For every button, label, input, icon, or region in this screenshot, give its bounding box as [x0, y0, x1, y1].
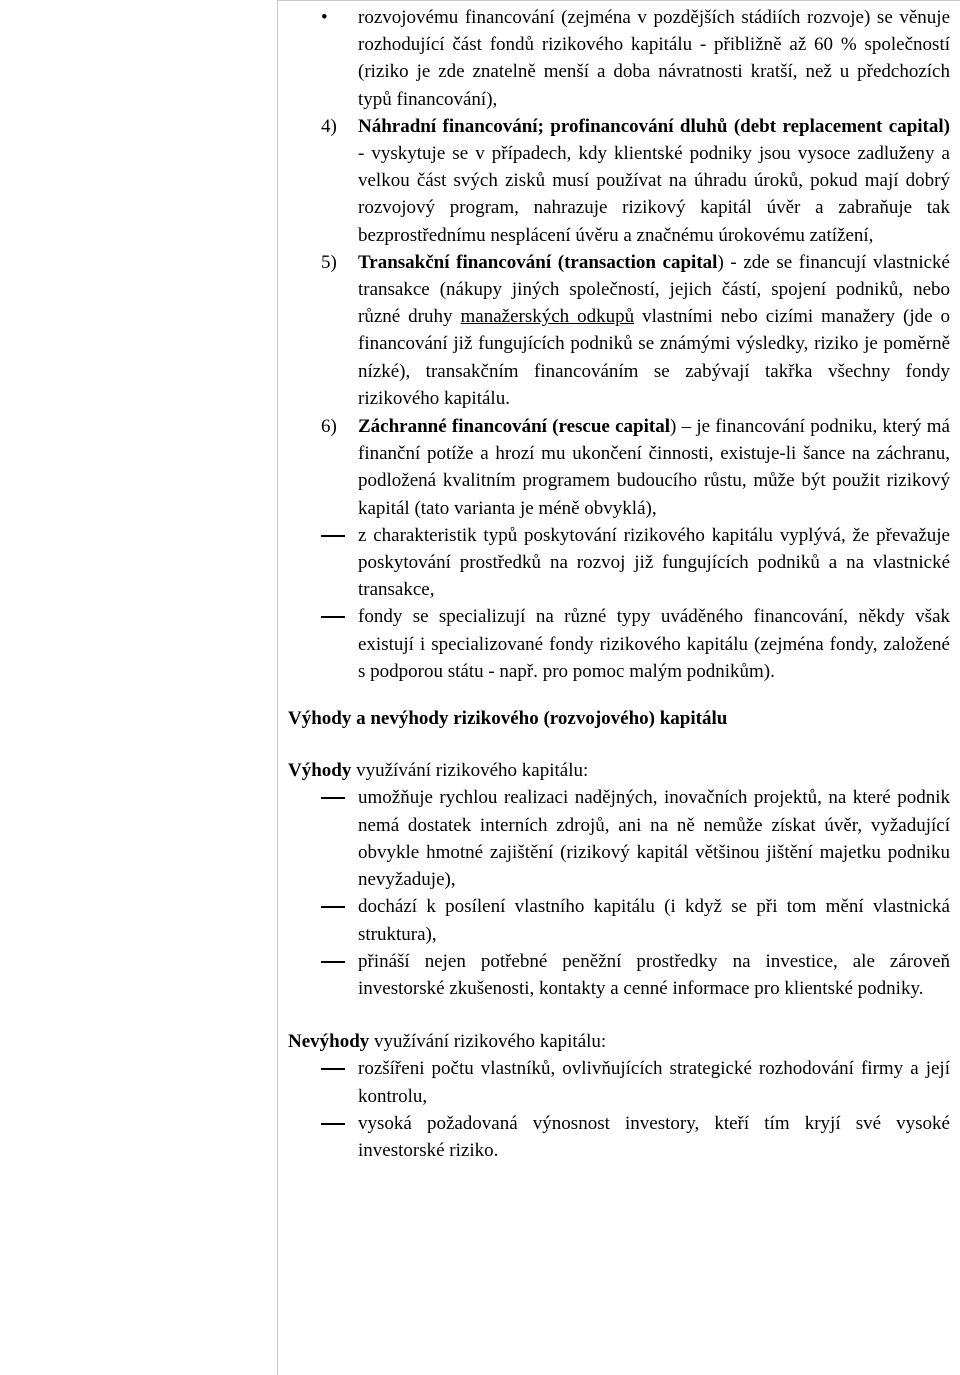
dash-marker	[321, 961, 345, 963]
dash-marker	[321, 535, 345, 537]
page-border-top	[277, 0, 960, 1]
list-item-text: vlastními nebo cizími manažery (jde o financování již fungujících podniků se známými výsledky, riziko je poměrně nízké), transakčním financováním se zabývají takřka všechny fondy rizikového kapitálu.	[358, 306, 951, 409]
list-item-4	[288, 113, 950, 249]
list-item-text: - vyskytuje se v případech, kdy klientské podniky jsou vysoce zadluženy a velkou část svých zisků musí používat na úhradu úroků, pokud mají dobrý rozvojový program, nahrazuje rizikový kapitál úvěr a zabraňuje tak bezprostřednímu nesplácení úvěru a značnému úrokovému zatížení,	[358, 143, 950, 246]
dash-marker	[321, 1068, 345, 1070]
list-item-text: ) - zde se financují vlastnické transakce (nákupy jiných společností, jejich částí, spojení podniků, nebo různé druhy	[358, 251, 950, 328]
list-item-text: umožňuje rychlou realizaci nadějných, inovačních projektů, na které podnik nemá dostatek interních zdrojů, ani na ně nemůže získat úvěr, vyžadující obvykle hmotné zajištění (rizikový kapitál většinou jištění majetku podniku nevyžaduje),	[358, 787, 950, 891]
list-item-text: přináší nejen potřebné peněžní prostředky na investice, ale zároveň investorské zkušenosti, kontakty a cenné informace pro klientské podniky.	[358, 950, 950, 999]
list-item-text: rozšířeni počtu vlastníků, ovlivňujících strategické rozhodování firmy a její kontrolu,	[358, 1058, 950, 1107]
list-item-term: Náhradní financování; profinancování dluhů (debt replacement capital)	[358, 115, 950, 137]
page-border-left	[277, 0, 278, 1375]
list-item-bullet	[288, 4, 950, 113]
dash-item	[288, 1055, 950, 1109]
list-number: 6)	[321, 416, 337, 438]
dash-marker	[321, 1123, 345, 1125]
list-number: 5)	[321, 251, 337, 273]
dash-item	[288, 1110, 950, 1164]
dash-marker	[321, 616, 345, 618]
dash-item	[288, 948, 950, 1002]
disadvantages-intro-text: využívání rizikového kapitálu:	[369, 1031, 607, 1053]
list-item-text: z charakteristik typů poskytování rizikového kapitálu vyplývá, že převažuje poskytování prostředků na rozvoj již fungujících podniků a na vlastnické transakce,	[358, 524, 950, 601]
dash-marker	[321, 797, 345, 799]
disadvantages-intro	[288, 1028, 950, 1055]
dash-item	[288, 522, 950, 604]
bullet-marker: •	[321, 7, 328, 28]
dash-marker	[321, 906, 345, 908]
list-item-text: dochází k posílení vlastního kapitálu (i když se při tom mění vlastnická struktura),	[358, 896, 950, 945]
advantages-label: Výhody	[288, 760, 352, 782]
dash-item	[288, 603, 950, 685]
list-number: 4)	[321, 115, 337, 137]
list-item-5	[288, 249, 950, 412]
section-heading: Výhody a nevýhody rizikového (rozvojového) kapitálu	[288, 708, 728, 730]
advantages-intro-text: využívání rizikového kapitálu:	[351, 760, 589, 782]
document-body	[288, 4, 950, 1164]
advantages-intro	[288, 757, 950, 784]
hyperlink-manazerskych-odkupu[interactable]: manažerských odkupů	[460, 306, 635, 328]
dash-item	[288, 784, 950, 893]
list-item-text: fondy se specializují na různé typy uváděného financování, někdy však existují i specializované fondy rizikového kapitálu (zejména fondy, založené s podporou státu - např. pro pomoc malým podnikům).	[358, 606, 950, 682]
list-item-text: ) – je financování podniku, který má finanční potíže a hrozí mu ukončení činnosti, existuje-li šance na záchranu, podložená kvalitním programem budoucího růstu, může být použit rizikový kapitál (tato varianta je méně obvyklá),	[358, 416, 950, 519]
disadvantages-label: Nevýhody	[288, 1031, 370, 1053]
list-item-term: Transakční financování (transaction capital	[358, 251, 718, 273]
list-item-6	[288, 413, 950, 522]
list-item-term: Záchranné financování (rescue capital	[358, 416, 670, 438]
dash-item	[288, 893, 950, 947]
list-item-text: vysoká požadovaná výnosnost investory, kteří tím kryjí své vysoké investorské riziko.	[358, 1112, 950, 1161]
list-item-text: rozvojovému financování (zejména v pozdějších stádiích rozvoje) se věnuje rozhodující část fondů rizikového kapitálu - přibližně až 60 % společností (riziko je zde znatelně menší a doba návratnosti kratší, než u předchozích typů financování),	[358, 7, 950, 110]
